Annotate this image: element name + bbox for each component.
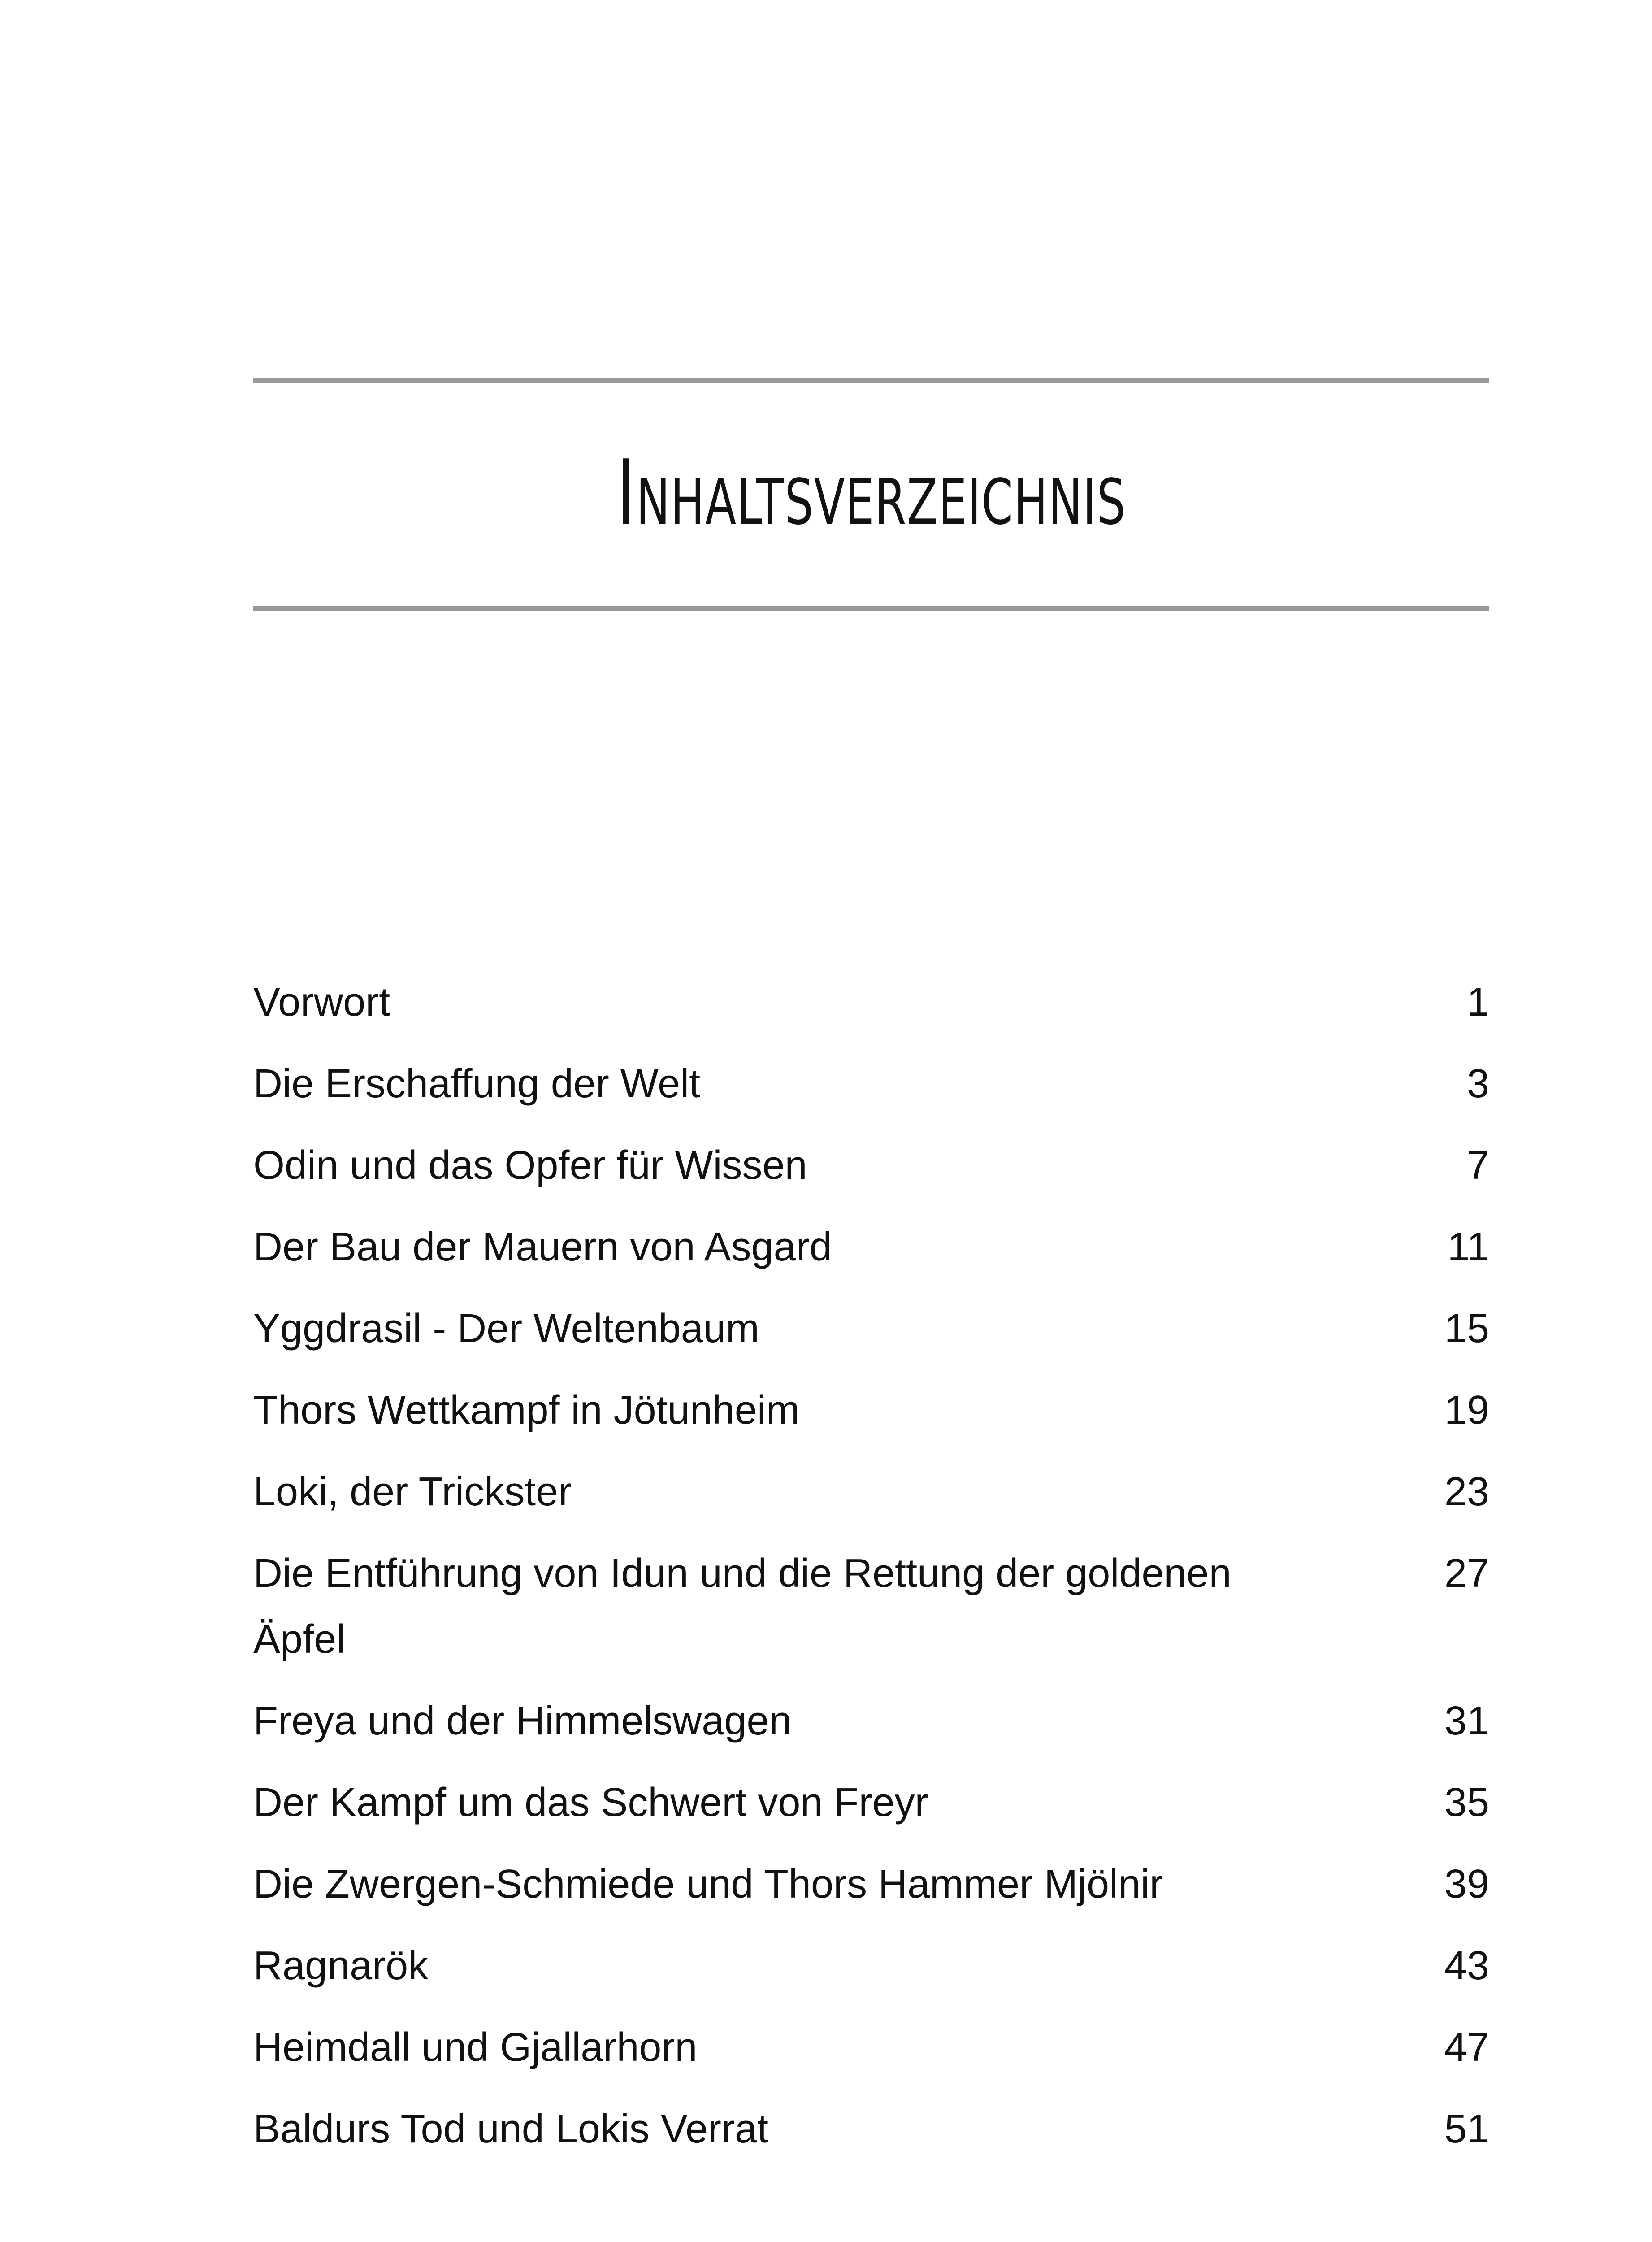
toc-entry[interactable] [253,1770,1489,1836]
toc-entry[interactable] [253,969,1489,1035]
table-of-contents [253,969,1489,2178]
toc-entry[interactable] [253,1214,1489,1280]
toc-entry-title: Der Bau der Mauern von Asgard [253,1225,832,1269]
toc-entry-title: Vorwort [253,980,390,1025]
toc-entry-title: Die Entführung von Idun und die Rettung der goldenen Äpfel [253,1551,1231,1662]
toc-entry-page: 11 [1447,1225,1489,1269]
toc-entry[interactable] [253,1377,1489,1443]
toc-entry-page: 3 [1466,1061,1489,1106]
toc-entry-page: 7 [1466,1143,1489,1188]
page-title: Inhaltsverzeichnis [616,441,1126,545]
toc-entry-title: Der Kampf um das Schwert von Freyr [253,1780,928,1825]
toc-entry-page: 15 [1444,1306,1489,1351]
toc-entry[interactable] [253,1459,1489,1525]
toc-entry-page: 31 [1444,1699,1489,1743]
title-rule-top [253,378,1489,383]
toc-entry-page: 23 [1444,1469,1489,1514]
toc-entry-title: Thors Wettkampf in Jötunheim [253,1388,800,1433]
toc-entry-page: 39 [1444,1862,1489,1907]
toc-entry-title: Die Zwergen-Schmiede und Thors Hammer Mjölnir [253,1862,1163,1907]
toc-entry[interactable] [253,1541,1489,1673]
toc-entry-page: 43 [1444,1943,1489,1988]
toc-entry-title: Baldurs Tod und Lokis Verrat [253,2107,769,2151]
toc-entry[interactable] [253,2015,1489,2081]
toc-entry[interactable] [253,1688,1489,1754]
toc-entry-page: 27 [1444,1551,1489,1596]
toc-entry[interactable] [253,1296,1489,1362]
toc-entry-page: 35 [1444,1780,1489,1825]
title-rule-bottom [253,606,1489,611]
toc-entry[interactable] [253,1051,1489,1117]
toc-entry[interactable] [253,1851,1489,1917]
toc-entry-page: 47 [1444,2025,1489,2070]
toc-entry-title: Freya und der Himmelswagen [253,1699,792,1743]
toc-entry-title: Ragnarök [253,1943,429,1988]
toc-entry[interactable] [253,2096,1489,2162]
toc-entry[interactable] [253,1933,1489,1999]
toc-entry[interactable] [253,1133,1489,1199]
toc-entry-title: Loki, der Trickster [253,1469,572,1514]
toc-entry-page: 19 [1444,1388,1489,1433]
toc-entry-title: Odin und das Opfer für Wissen [253,1143,807,1188]
toc-entry-page: 1 [1466,980,1489,1025]
toc-entry-title: Heimdall und Gjallarhorn [253,2025,698,2070]
toc-entry-title: Die Erschaffung der Welt [253,1061,701,1106]
toc-entry-page: 51 [1444,2107,1489,2151]
toc-entry-title: Yggdrasil - Der Weltenbaum [253,1306,759,1351]
